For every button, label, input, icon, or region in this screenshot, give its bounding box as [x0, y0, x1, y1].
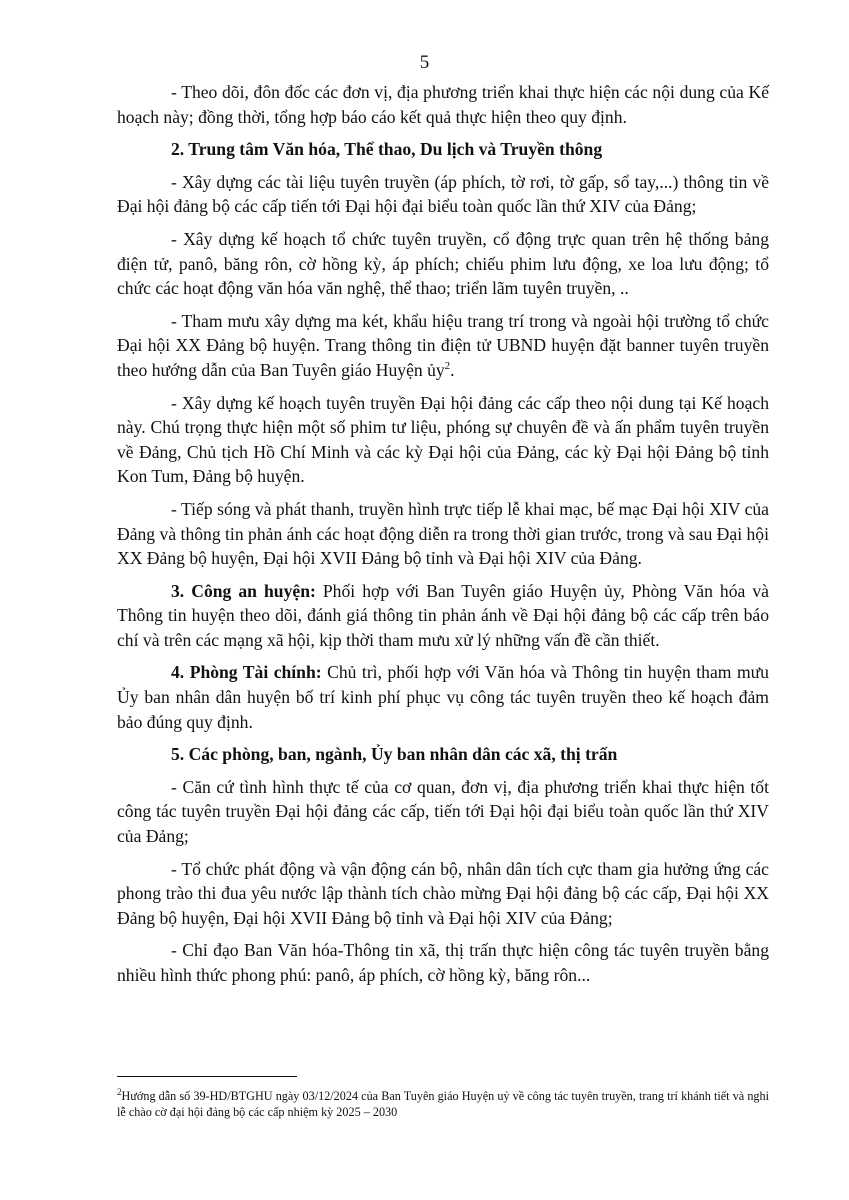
paragraph: - Căn cứ tình hình thực tế của cơ quan, đơn vị, địa phương triển khai thực hiện tốt công tác tuyên truyền Đại hội đảng các cấp, tiến tới Đại hội đại biểu toàn quốc lần thứ XIV của Đảng; — [117, 776, 769, 847]
footnote-text: Hướng dẫn số 39-HD/BTGHU ngày 03/12/2024 của Ban Tuyên giáo Huyện uỷ về công tác tuyên truyền, trang trí khánh tiết và nghi lễ chào cờ đại hội đảng bộ các cấp nhiệm kỳ 2025 – 2030 — [117, 1089, 769, 1119]
paragraph-text: Chủ trì, phối hợp với Văn hóa và Thông tin huyện tham mưu Ủy ban nhân dân huyện bố trí kinh phí phục vụ công tác tuyên truyền theo kế hoạch đảm bảo đúng quy định. — [117, 662, 769, 732]
paragraph: - Xây dựng các tài liệu tuyên truyền (áp phích, tờ rơi, tờ gấp, sổ tay,...) thông tin về Đại hội đảng bộ các cấp tiến tới Đại hội đại biểu toàn quốc lần thứ XIV của Đảng; — [117, 171, 769, 217]
paragraph: - Chỉ đạo Ban Văn hóa-Thông tin xã, thị trấn thực hiện công tác tuyên truyền bằng nhiều hình thức phong phú: panô, áp phích, cờ hồng kỳ, băng rôn... — [117, 940, 769, 985]
page-number: 5 — [419, 52, 430, 73]
section-heading: 2. Trung tâm Văn hóa, Thể thao, Du lịch và Truyền thông — [171, 139, 603, 160]
paragraph: - Tiếp sóng và phát thanh, truyền hình trực tiếp lễ khai mạc, bế mạc Đại hội XIV của Đảng và thông tin phản ánh các hoạt động diễn ra trong thời gian trước, trong và sau Đại hội XX Đảng bộ huyện, Đại hội XVII Đảng bộ tỉnh và Đại hội XIV của Đảng. — [117, 498, 769, 569]
paragraph-text: - Tham mưu xây dựng ma két, khẩu hiệu trang trí trong và ngoài hội trường tổ chức Đại hội XX Đảng bộ huyện. Trang thông tin điện tử UBND huyện đặt banner tuyên truyền theo hướng dẫn của Ban Tuyên giáo Huyện ủy — [117, 310, 769, 380]
section-heading: 5. Các phòng, ban, ngành, Ủy ban nhân dân các xã, thị trấn — [171, 744, 618, 765]
paragraph: - Xây dựng kế hoạch tuyên truyền Đại hội đảng các cấp theo nội dung tại Kế hoạch này. Chú trọng thực hiện một số phim tư liệu, phóng sự chuyên đề và ấn phẩm tuyên truyền về Đảng, Chủ tịch Hồ Chí Minh và các kỳ Đại hội của Đảng, các kỳ Đại hội Đảng bộ tỉnh Kon Tum, Đảng bộ huyện. — [117, 392, 769, 487]
paragraph: - Tổ chức phát động và vận động cán bộ, nhân dân tích cực tham gia hưởng ứng các phong trào thi đua yêu nước lập thành tích chào mừng Đại hội đảng bộ các cấp, Đại hội XX Đảng bộ huyện, Đại hội XVII Đảng bộ tỉnh và Đại hội XIV của Đảng; — [117, 858, 769, 928]
section-lead: 3. Công an huyện: — [171, 580, 316, 601]
paragraph — [117, 309, 769, 383]
paragraph: - Theo dõi, đôn đốc các đơn vị, địa phương triển khai thực hiện các nội dung của Kế hoạch này; đồng thời, tổng hợp báo cáo kết quả thực hiện theo quy định. — [117, 82, 769, 127]
paragraph-text: Phối hợp với Ban Tuyên giáo Huyện ủy, Phòng Văn hóa và Thông tin huyện theo dõi, đánh giá thông tin phản ánh về Đại hội đảng bộ các cấp trên báo chí và trên các mạng xã hội, kịp thời tham mưu xử lý những vấn đề cần thiết. — [117, 580, 769, 650]
footnote-divider — [117, 1076, 297, 1077]
footnote-reference[interactable]: 2 — [444, 360, 451, 373]
paragraph-tail: . — [450, 359, 455, 380]
paragraph: - Xây dựng kế hoạch tổ chức tuyên truyền, cổ động trực quan trên hệ thống bảng điện tử, panô, băng rôn, cờ hồng kỳ, áp phích; chiếu phim lưu động, xe loa lưu động; tổ chức các hoạt động văn hóa văn nghệ, thể thao; triển lãm tuyên truyền, .. — [117, 228, 769, 299]
footnote — [117, 1088, 769, 1120]
paragraph — [117, 660, 769, 734]
section-lead: 4. Phòng Tài chính: — [171, 662, 322, 683]
paragraph — [117, 579, 769, 653]
footnote-marker: 2 — [117, 1086, 122, 1097]
document-body — [117, 80, 769, 996]
